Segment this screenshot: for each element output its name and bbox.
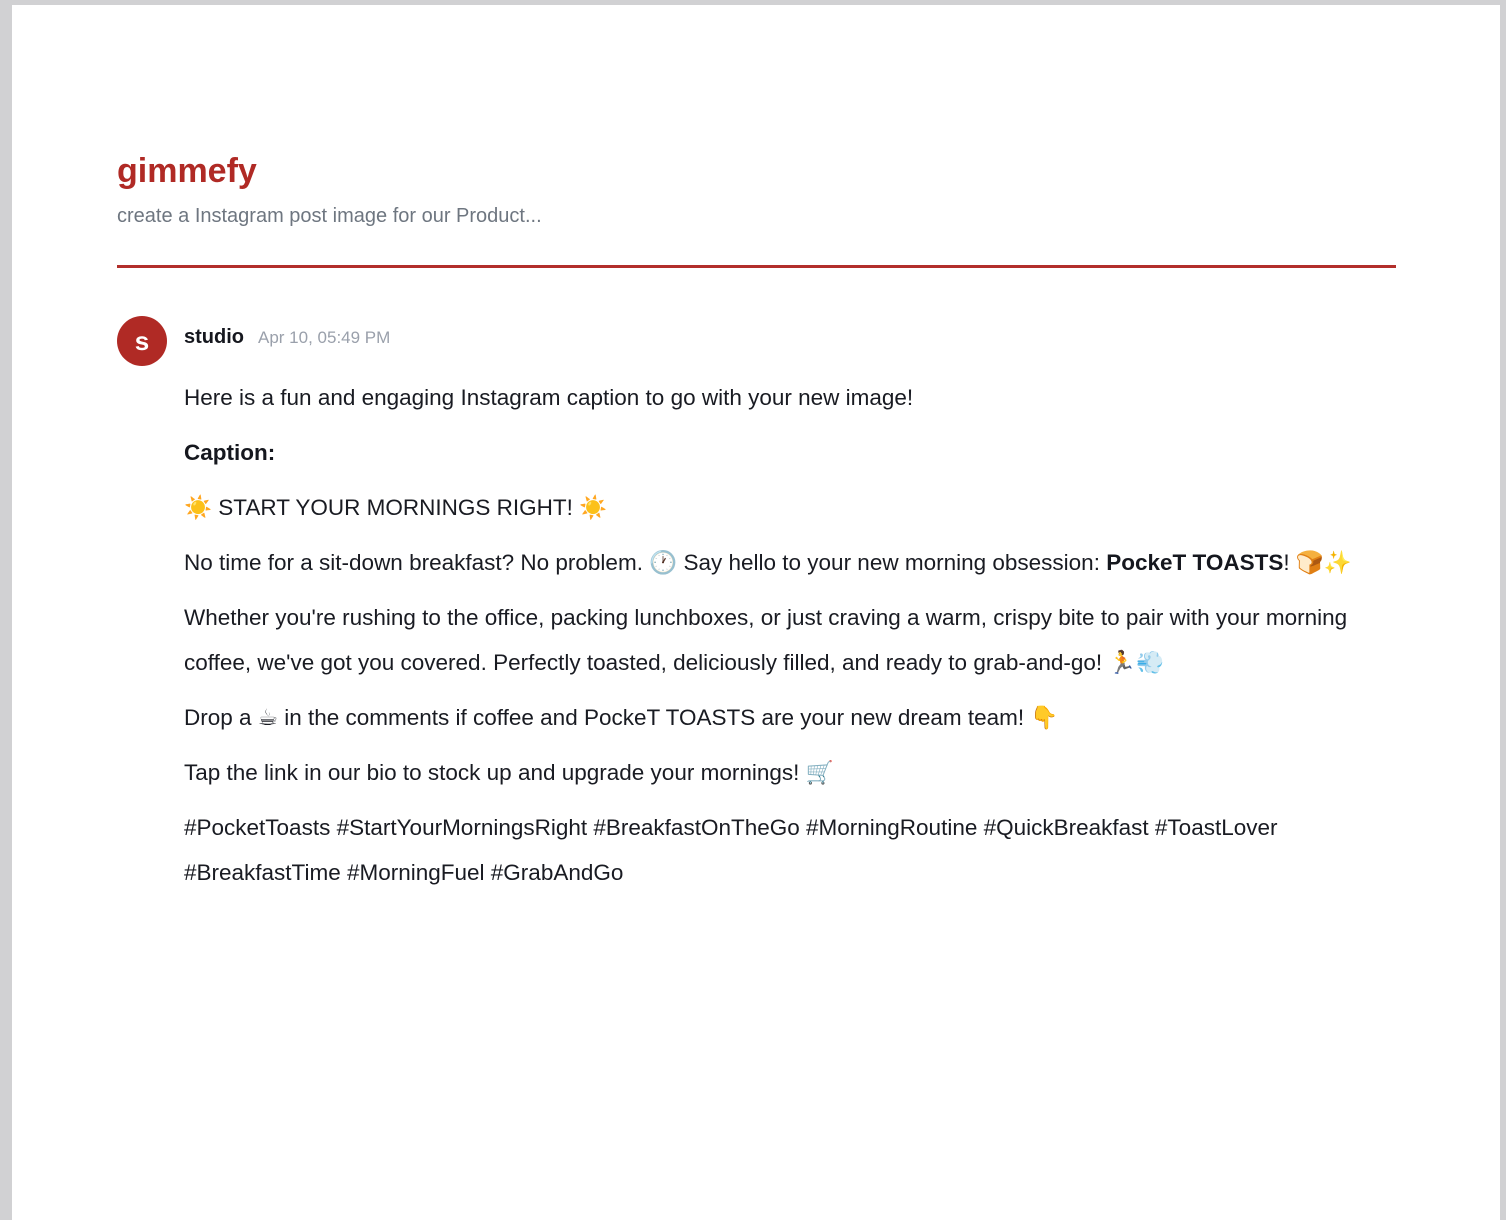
message-header xyxy=(184,326,1396,349)
message-body xyxy=(184,375,1396,895)
avatar-letter: s xyxy=(134,326,150,356)
author-name: studio xyxy=(184,326,244,348)
paragraph-cta-link: Tap the link in our bio to stock up and upgrade your mornings! 🛒 xyxy=(184,760,834,785)
paragraph-hashtags: #PocketToasts #StartYourMorningsRight #BreakfastOnTheGo #MorningRoutine #QuickBreakfast #ToastLover #BreakfastTime #MorningFuel #GrabAndGo xyxy=(184,815,1278,885)
divider xyxy=(117,265,1396,268)
obsession-tail: ! 🍞✨ xyxy=(1283,550,1352,575)
paragraph-body: Whether you're rushing to the office, packing lunchboxes, or just craving a warm, crispy bite to pair with your morning coffee, we've got you covered. Perfectly toasted, deliciously filled, and ready to grab-and-go! 🏃💨 xyxy=(184,605,1348,675)
paragraph-headline: ☀️ START YOUR MORNINGS RIGHT! ☀️ xyxy=(184,495,608,520)
obsession-text: No time for a sit-down breakfast? No problem. 🕐 Say hello to your new morning obsession: xyxy=(184,550,1107,575)
product-name: PockeT TOASTS xyxy=(1106,550,1284,575)
content-card xyxy=(12,5,1500,1220)
prompt-subtitle: create a Instagram post image for our Product... xyxy=(117,205,542,227)
avatar xyxy=(117,316,167,366)
paragraph-intro: Here is a fun and engaging Instagram caption to go with your new image! xyxy=(184,385,914,410)
content-column xyxy=(12,151,1500,905)
caption-label: Caption: xyxy=(184,440,276,465)
chat-message xyxy=(117,316,1396,905)
paragraph-cta-comments: Drop a ☕ in the comments if coffee and PockeT TOASTS are your new dream team! 👇 xyxy=(184,705,1059,730)
message-timestamp: Apr 10, 05:49 PM xyxy=(258,328,391,347)
message-main xyxy=(184,316,1396,905)
page-title: gimmefy xyxy=(117,152,257,190)
paragraph-obsession xyxy=(184,540,1396,585)
